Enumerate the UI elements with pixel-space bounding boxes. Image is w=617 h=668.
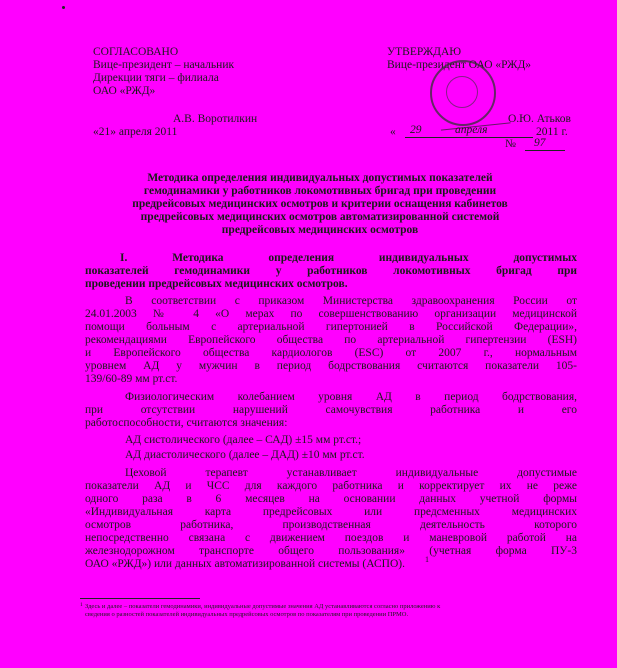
footnote-mark: 1 (80, 602, 83, 608)
para1-line3: помощи больным с артериальной гипертонией в Российской Федерации», (85, 321, 577, 333)
para2-line1: Физиологическим колебанием уровня АД в период бодрствования, (125, 391, 577, 403)
para1-line6: уровнем АД у мужчин в период бодрствования считаются показатели 105- (85, 360, 577, 372)
footnote-rule (80, 598, 200, 599)
para2-line2: при отсутствии нарушений самочувствия работника и его (85, 404, 577, 416)
para3-line4: «Индивидуальная карта предрейсовых или предсменных медицинских (85, 506, 577, 518)
para3-line1: Цеховой терапевт устанавливает индивидуальные допустимые (125, 467, 577, 479)
para3-line3: одного раза в 6 месяцев на основании данных учетной формы (85, 493, 577, 505)
section-heading-line1: I. Методика определения индивидуальных допустимых (120, 252, 577, 264)
section-heading-line2: показателей гемодинамики у работников локомотивных бригад при (85, 265, 577, 277)
approve-left-date: «21» апреля 2011 (93, 126, 178, 138)
para3-line2: показатели АД и ЧСС для каждого работника и корректирует их не реже (85, 480, 577, 492)
speck (62, 6, 65, 9)
item-sad: АД систолического (далее – САД) ±15 мм рт.ст.; (125, 434, 362, 446)
para1-line1: В соответствии с приказом Министерства здравоохранения России от (125, 295, 577, 307)
doc-title-line1: Методика определения индивидуальных допустимых показателей (147, 172, 493, 184)
para1-line4: рекомендациями Европейского общества по артериальной гипертензии (ESH) (85, 334, 577, 346)
doc-title-line2: гемодинамики у работников локомотивных бригад при проведении (143, 185, 497, 197)
approve-right-heading: УТВЕРЖДАЮ (387, 46, 462, 58)
approve-right-date-year: 2011 г. (536, 126, 568, 138)
approve-right-date-month: апреля (455, 124, 488, 136)
item-dad: АД диастолического (далее – ДАД) ±10 мм рт.ст. (125, 449, 365, 461)
approve-right-number-label: № (505, 138, 516, 150)
official-seal-inner (446, 76, 478, 108)
para3-line7: железнодорожном транспорте общего пользования» (учетная форма ПУ-3 (85, 545, 577, 557)
approve-right-date-day: 29 (410, 124, 422, 136)
approve-right-date-open: « (390, 126, 396, 138)
doc-title-line5: предрейсовых медицинских осмотров (221, 224, 419, 236)
number-underline (525, 150, 565, 151)
approve-right-number: 97 (534, 137, 546, 149)
approve-left-heading: СОГЛАСОВАНО (93, 46, 179, 58)
approve-right-signer: О.Ю. Атьков (508, 113, 571, 125)
approve-right-position: Вице-президент ОАО «РЖД» (387, 59, 532, 71)
para3-line6: непосредственно связана с движением поездов и маневровой работой на (85, 532, 577, 544)
section-heading-line3: проведении предрейсовых медицинских осмотров. (85, 278, 348, 290)
approve-left-org: ОАО «РЖД» (93, 85, 156, 97)
para3-line8: ОАО «РЖД») или данных автоматизированной системы (АСПО). (85, 558, 405, 570)
approve-left-department: Дирекции тяги – филиала (93, 72, 219, 84)
footnote-line1: Здесь и далее – показатели гемодинамики, индивидуальные допустимые значения АД устанавливаются согласно приложению к (85, 603, 441, 610)
doc-title-line4: предрейсовых медицинских осмотров автоматизированной системой (140, 211, 500, 223)
approve-left-signer: А.В. Воротилкин (173, 113, 258, 125)
approve-left-position: Вице-президент – начальник (93, 59, 235, 71)
para1-line2: 24.01.2003 № 4 «О мерах по совершенствованию организации медицинской (85, 308, 577, 320)
para2-line3: работоспособности, считаются значения: (85, 417, 288, 429)
doc-title-line3: предрейсовых медицинских осмотров и критерии оснащения кабинетов (132, 198, 508, 210)
para3-footnote-mark: 1 (425, 555, 429, 564)
para1-line5: и Европейского общества кардиологов (ESC) от 2007 г., нормальным (85, 347, 577, 359)
footnote-line2: сведения о разностей показателей индивидуальных предрейсовых осмотров по показателям при проведении ПРМО. (85, 611, 409, 618)
para3-line5: осмотров работника, производственная деятельность которого (85, 519, 577, 531)
para1-line7: 139/60-89 мм рт.ст. (85, 373, 178, 385)
